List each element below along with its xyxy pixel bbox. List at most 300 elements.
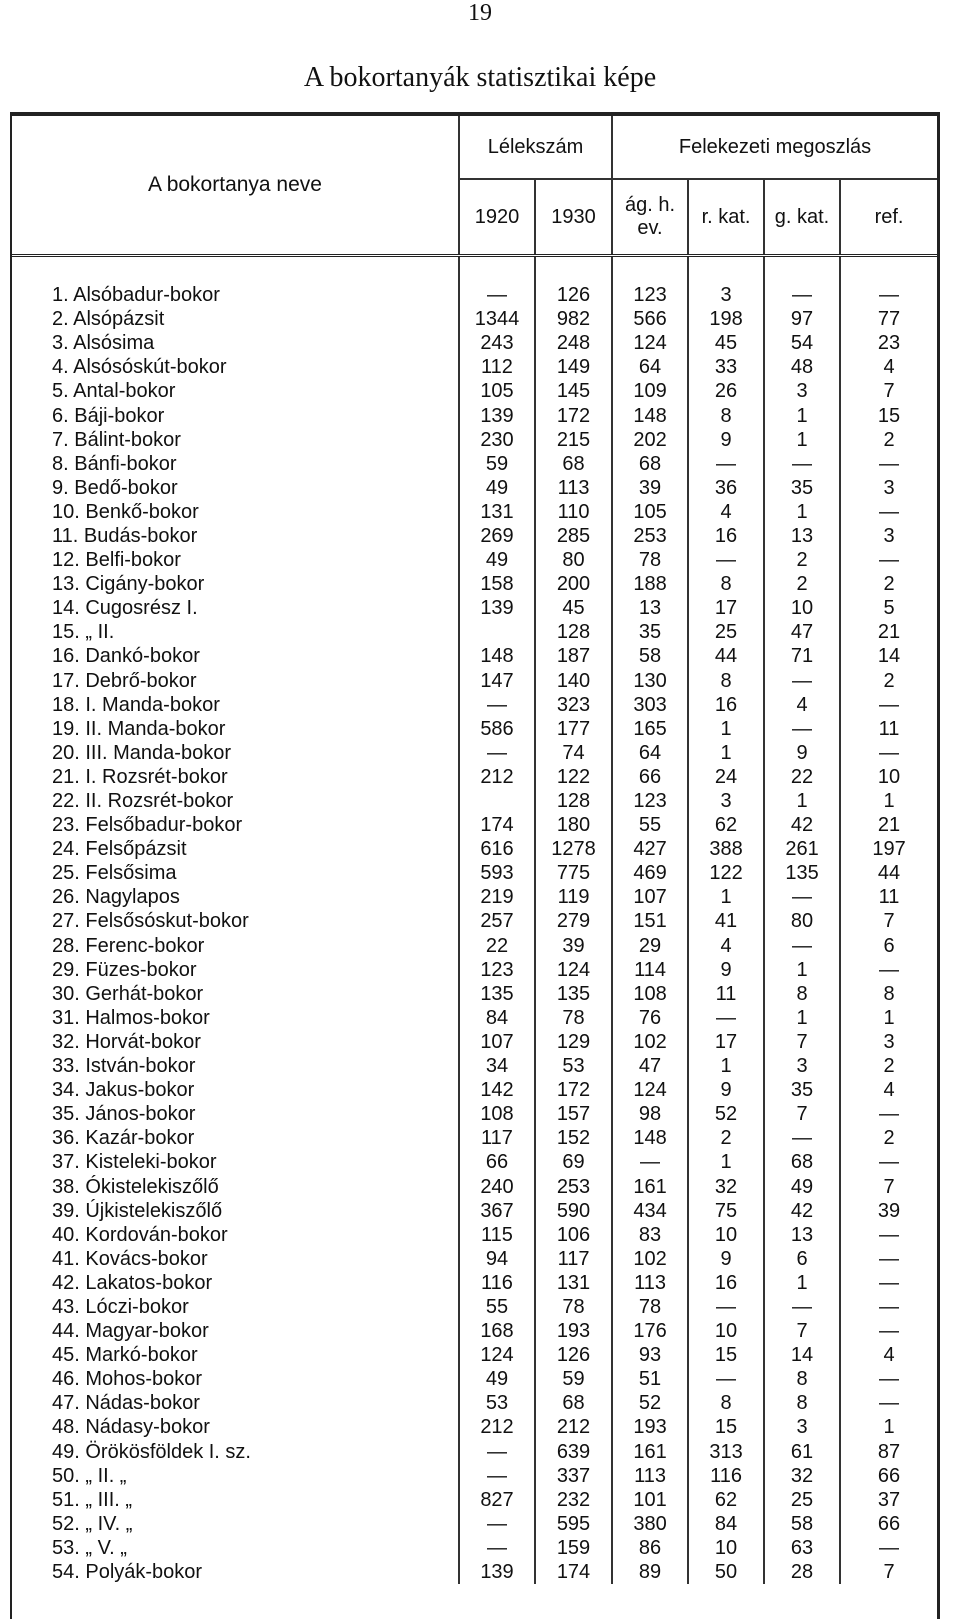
cell-ref: 11 — [840, 885, 937, 909]
cell-pop-1920: — — [459, 741, 535, 765]
cell-g-kat: 49 — [764, 1174, 840, 1198]
cell-g-kat: — — [764, 1295, 840, 1319]
cell-name: 9. Bedő-bokor — [52, 476, 178, 499]
cell-ag-h-ev: 64 — [612, 355, 688, 379]
cell-ag-h-ev: 109 — [612, 379, 688, 403]
cell-name: 1. Alsóbadur-bokor — [52, 284, 220, 307]
cell-r-kat: 10 — [688, 1319, 764, 1343]
cell-pop-1920: 131 — [459, 500, 535, 524]
cell-ref: 8 — [840, 982, 937, 1006]
cell-name: 29. Füzes-bokor — [52, 958, 197, 981]
header-ref: ref. — [840, 179, 937, 256]
cell-g-kat: 25 — [764, 1488, 840, 1512]
cell-g-kat: 13 — [764, 524, 840, 548]
cell-r-kat: 16 — [688, 693, 764, 717]
cell-pop-1920 — [459, 789, 535, 813]
cell-g-kat: 2 — [764, 548, 840, 572]
cell-pop-1930: 126 — [535, 256, 612, 308]
cell-ag-h-ev: 148 — [612, 1126, 688, 1150]
cell-ag-h-ev: 108 — [612, 982, 688, 1006]
cell-r-kat: 62 — [688, 1488, 764, 1512]
cell-ref: 5 — [840, 596, 937, 620]
cell-r-kat: 10 — [688, 1223, 764, 1247]
cell-ref: 1 — [840, 1415, 937, 1439]
cell-g-kat: 97 — [764, 307, 840, 331]
cell-pop-1930: 68 — [535, 1391, 612, 1415]
cell-pop-1920: 66 — [459, 1150, 535, 1174]
cell-pop-1920: 107 — [459, 1030, 535, 1054]
cell-g-kat: 8 — [764, 1391, 840, 1415]
cell-name: 14. Cugosrész I. — [52, 597, 198, 620]
cell-r-kat: 4 — [688, 500, 764, 524]
table-row — [12, 355, 937, 379]
cell-pop-1930: 193 — [535, 1319, 612, 1343]
cell-r-kat: 9 — [688, 958, 764, 982]
cell-name: 7. Bálint-bokor — [52, 428, 181, 451]
cell-ag-h-ev: 176 — [612, 1319, 688, 1343]
cell-name: 24. Felsőpázsit — [52, 838, 187, 861]
header-g-kat: g. kat. — [764, 179, 840, 256]
table-row — [12, 476, 937, 500]
cell-pop-1930: 215 — [535, 428, 612, 452]
cell-ag-h-ev: 124 — [612, 1078, 688, 1102]
cell-name: 39. Újkistelekiszőlő — [52, 1199, 223, 1222]
cell-pop-1920: — — [459, 1440, 535, 1464]
cell-pop-1930: 212 — [535, 1415, 612, 1439]
cell-name: 20. III. Manda-bokor — [52, 741, 231, 764]
cell-g-kat: 42 — [764, 1199, 840, 1223]
header-1930: 1930 — [535, 179, 612, 256]
cell-ref: 1 — [840, 1006, 937, 1030]
cell-name: 41. Kovács-bokor — [52, 1247, 208, 1270]
cell-ref: 4 — [840, 1078, 937, 1102]
cell-pop-1920: 142 — [459, 1078, 535, 1102]
cell-pop-1930: 110 — [535, 500, 612, 524]
cell-ag-h-ev: 66 — [612, 765, 688, 789]
cell-ag-h-ev: 101 — [612, 1488, 688, 1512]
cell-r-kat: 116 — [688, 1464, 764, 1488]
cell-ref: 4 — [840, 355, 937, 379]
cell-pop-1930: 113 — [535, 476, 612, 500]
cell-pop-1920: 108 — [459, 1102, 535, 1126]
cell-r-kat: 36 — [688, 476, 764, 500]
cell-r-kat: 24 — [688, 765, 764, 789]
cell-pop-1930: 177 — [535, 717, 612, 741]
cell-ag-h-ev: 39 — [612, 476, 688, 500]
cell-g-kat: — — [764, 452, 840, 476]
cell-pop-1930: 149 — [535, 355, 612, 379]
cell-pop-1920: 616 — [459, 837, 535, 861]
cell-ag-h-ev: 113 — [612, 1464, 688, 1488]
cell-r-kat: 1 — [688, 1150, 764, 1174]
cell-pop-1920: 115 — [459, 1223, 535, 1247]
page-number: 19 — [468, 0, 492, 26]
cell-name: 42. Lakatos-bokor — [52, 1271, 213, 1294]
header-r-kat: r. kat. — [688, 179, 764, 256]
cell-pop-1930: 595 — [535, 1512, 612, 1536]
cell-r-kat: 8 — [688, 1391, 764, 1415]
cell-g-kat: — — [764, 934, 840, 958]
cell-pop-1930: 775 — [535, 861, 612, 885]
cell-ag-h-ev: 114 — [612, 958, 688, 982]
cell-pop-1930: 129 — [535, 1030, 612, 1054]
cell-ag-h-ev: 89 — [612, 1560, 688, 1584]
cell-ag-h-ev: 107 — [612, 885, 688, 909]
cell-pop-1930: 982 — [535, 307, 612, 331]
cell-ref: 4 — [840, 1343, 937, 1367]
table-row — [12, 693, 937, 717]
cell-ag-h-ev: 102 — [612, 1030, 688, 1054]
cell-name: 22. II. Rozsrét-bokor — [52, 790, 234, 813]
cell-ag-h-ev: 93 — [612, 1343, 688, 1367]
cell-r-kat: 313 — [688, 1440, 764, 1464]
cell-pop-1920: 586 — [459, 717, 535, 741]
cell-name: 31. Halmos-bokor — [52, 1006, 210, 1029]
cell-pop-1930: 172 — [535, 403, 612, 427]
table-row — [12, 596, 937, 620]
cell-r-kat: 1 — [688, 885, 764, 909]
cell-ag-h-ev: 165 — [612, 717, 688, 741]
table-row — [12, 500, 937, 524]
table-row — [12, 1247, 937, 1271]
cell-ref: — — [840, 1295, 937, 1319]
cell-pop-1920: 94 — [459, 1247, 535, 1271]
cell-name: 40. Kordován-bokor — [52, 1223, 228, 1246]
cell-g-kat: 4 — [764, 693, 840, 717]
cell-ag-h-ev: 13 — [612, 596, 688, 620]
table-row — [12, 1560, 937, 1584]
cell-pop-1930: 145 — [535, 379, 612, 403]
cell-r-kat: 26 — [688, 379, 764, 403]
cell-pop-1930: 53 — [535, 1054, 612, 1078]
cell-g-kat: 3 — [764, 379, 840, 403]
cell-ref: 21 — [840, 813, 937, 837]
cell-pop-1920: — — [459, 1512, 535, 1536]
cell-r-kat: 84 — [688, 1512, 764, 1536]
cell-r-kat: 11 — [688, 982, 764, 1006]
table-row — [12, 934, 937, 958]
cell-ref: — — [840, 1271, 937, 1295]
table-row — [12, 1440, 937, 1464]
cell-pop-1920: 243 — [459, 331, 535, 355]
table-row — [12, 620, 937, 644]
table-row — [12, 256, 937, 308]
cell-name: 4. Alsósóskút-bokor — [52, 356, 227, 379]
cell-r-kat: 33 — [688, 355, 764, 379]
cell-r-kat: 8 — [688, 572, 764, 596]
cell-name: 17. Debrő-bokor — [52, 669, 197, 692]
cell-ag-h-ev: — — [612, 1150, 688, 1174]
cell-ag-h-ev: 253 — [612, 524, 688, 548]
cell-pop-1930: 157 — [535, 1102, 612, 1126]
cell-g-kat: 28 — [764, 1560, 840, 1584]
cell-r-kat: — — [688, 1367, 764, 1391]
table-row — [12, 789, 937, 813]
cell-g-kat: 68 — [764, 1150, 840, 1174]
cell-pop-1920: 147 — [459, 669, 535, 693]
table-row — [12, 1488, 937, 1512]
cell-ag-h-ev: 148 — [612, 403, 688, 427]
cell-pop-1920: 22 — [459, 934, 535, 958]
cell-r-kat: 9 — [688, 1078, 764, 1102]
bokortanya-statistics-table — [12, 116, 937, 1584]
cell-ref: 7 — [840, 1560, 937, 1584]
cell-g-kat: 1 — [764, 789, 840, 813]
table-row — [12, 837, 937, 861]
cell-ag-h-ev: 47 — [612, 1054, 688, 1078]
cell-ref: 21 — [840, 620, 937, 644]
cell-ref: 1 — [840, 789, 937, 813]
cell-pop-1930: 285 — [535, 524, 612, 548]
cell-pop-1930: 39 — [535, 934, 612, 958]
cell-r-kat: 388 — [688, 837, 764, 861]
cell-pop-1930: 119 — [535, 885, 612, 909]
cell-ag-h-ev: 151 — [612, 909, 688, 933]
table-row — [12, 1391, 937, 1415]
cell-ag-h-ev: 202 — [612, 428, 688, 452]
cell-pop-1930: 80 — [535, 548, 612, 572]
cell-r-kat: 8 — [688, 669, 764, 693]
cell-pop-1930: 69 — [535, 1150, 612, 1174]
cell-name: 48. Nádasy-bokor — [52, 1416, 210, 1439]
cell-r-kat: 16 — [688, 1271, 764, 1295]
cell-ref: 2 — [840, 1126, 937, 1150]
cell-r-kat: 4 — [688, 934, 764, 958]
table-row — [12, 1102, 937, 1126]
cell-pop-1930: 45 — [535, 596, 612, 620]
cell-name: 28. Ferenc-bokor — [52, 934, 205, 957]
cell-ag-h-ev: 78 — [612, 548, 688, 572]
header-name: A bokortanya neve — [148, 173, 322, 196]
cell-ag-h-ev: 434 — [612, 1199, 688, 1223]
cell-r-kat: 1 — [688, 1054, 764, 1078]
cell-pop-1920: 49 — [459, 1367, 535, 1391]
cell-g-kat: 71 — [764, 644, 840, 668]
cell-g-kat: 1 — [764, 1271, 840, 1295]
cell-pop-1920: 219 — [459, 885, 535, 909]
cell-g-kat: 8 — [764, 1367, 840, 1391]
cell-g-kat: 7 — [764, 1102, 840, 1126]
table-row — [12, 1030, 937, 1054]
cell-name: 13. Cigány-bokor — [52, 573, 205, 596]
cell-r-kat: — — [688, 452, 764, 476]
cell-r-kat: 1 — [688, 741, 764, 765]
cell-g-kat: 8 — [764, 982, 840, 1006]
header-ag-h-ev: ág. h. ev. — [612, 179, 688, 256]
cell-ref: — — [840, 1319, 937, 1343]
cell-r-kat: 52 — [688, 1102, 764, 1126]
cell-ref: 87 — [840, 1440, 937, 1464]
cell-pop-1920: 212 — [459, 1415, 535, 1439]
cell-ref: 66 — [840, 1464, 937, 1488]
cell-pop-1930: 131 — [535, 1271, 612, 1295]
cell-ag-h-ev: 380 — [612, 1512, 688, 1536]
table-row — [12, 1367, 937, 1391]
cell-r-kat: — — [688, 1295, 764, 1319]
table-row — [12, 1174, 937, 1198]
cell-ag-h-ev: 86 — [612, 1536, 688, 1560]
cell-name: 33. István-bokor — [52, 1055, 196, 1078]
table-row — [12, 403, 937, 427]
cell-g-kat: 61 — [764, 1440, 840, 1464]
cell-g-kat: 14 — [764, 1343, 840, 1367]
cell-pop-1930: 117 — [535, 1247, 612, 1271]
cell-name: 11. Budás-bokor — [52, 524, 198, 547]
cell-name: 12. Belfi-bokor — [52, 549, 181, 572]
cell-pop-1920: 593 — [459, 861, 535, 885]
table-row — [12, 1078, 937, 1102]
table-row — [12, 1199, 937, 1223]
cell-g-kat: 6 — [764, 1247, 840, 1271]
cell-ref: — — [840, 1367, 937, 1391]
cell-pop-1920: — — [459, 693, 535, 717]
cell-pop-1930: 187 — [535, 644, 612, 668]
table-row — [12, 452, 937, 476]
cell-ag-h-ev: 55 — [612, 813, 688, 837]
cell-g-kat: 13 — [764, 1223, 840, 1247]
table-row — [12, 524, 937, 548]
cell-ag-h-ev: 98 — [612, 1102, 688, 1126]
cell-r-kat: 15 — [688, 1415, 764, 1439]
cell-pop-1930: 337 — [535, 1464, 612, 1488]
cell-ref: — — [840, 1223, 937, 1247]
table-row — [12, 1126, 937, 1150]
cell-name: 50. „ II. „ — [52, 1464, 127, 1487]
cell-r-kat: 9 — [688, 428, 764, 452]
table-row — [12, 1150, 937, 1174]
cell-r-kat: 75 — [688, 1199, 764, 1223]
cell-pop-1920: 367 — [459, 1199, 535, 1223]
cell-pop-1930: 232 — [535, 1488, 612, 1512]
cell-pop-1920: — — [459, 1464, 535, 1488]
cell-ref: 3 — [840, 524, 937, 548]
table-row — [12, 548, 937, 572]
cell-ref: 11 — [840, 717, 937, 741]
cell-name: 52. „ IV. „ — [52, 1512, 133, 1535]
cell-pop-1920: 827 — [459, 1488, 535, 1512]
cell-ref: — — [840, 1391, 937, 1415]
cell-g-kat: — — [764, 885, 840, 909]
cell-g-kat: 9 — [764, 741, 840, 765]
cell-g-kat: 80 — [764, 909, 840, 933]
cell-pop-1920: 1344 — [459, 307, 535, 331]
cell-r-kat: 44 — [688, 644, 764, 668]
cell-g-kat: 35 — [764, 476, 840, 500]
cell-ref: — — [840, 1536, 937, 1560]
cell-ag-h-ev: 193 — [612, 1415, 688, 1439]
cell-pop-1930: 59 — [535, 1367, 612, 1391]
cell-name: 35. János-bokor — [52, 1103, 196, 1126]
cell-g-kat: 58 — [764, 1512, 840, 1536]
table-body — [12, 256, 937, 1585]
cell-ref: 39 — [840, 1199, 937, 1223]
cell-pop-1920: — — [459, 1536, 535, 1560]
cell-name: 3. Alsósima — [52, 332, 155, 355]
cell-pop-1920: 84 — [459, 1006, 535, 1030]
cell-g-kat: 1 — [764, 428, 840, 452]
cell-ref: 15 — [840, 403, 937, 427]
cell-r-kat: 122 — [688, 861, 764, 885]
cell-g-kat: 32 — [764, 1464, 840, 1488]
table-row — [12, 765, 937, 789]
cell-pop-1920: 49 — [459, 476, 535, 500]
cell-ref: 2 — [840, 1054, 937, 1078]
cell-name: 19. II. Manda-bokor — [52, 717, 226, 740]
cell-ref: — — [840, 1150, 937, 1174]
cell-ag-h-ev: 188 — [612, 572, 688, 596]
cell-g-kat: 10 — [764, 596, 840, 620]
cell-r-kat: 1 — [688, 717, 764, 741]
cell-g-kat: 22 — [764, 765, 840, 789]
cell-pop-1920: 212 — [459, 765, 535, 789]
cell-ref: 3 — [840, 1030, 937, 1054]
cell-ag-h-ev: 427 — [612, 837, 688, 861]
header-population: Lélekszám — [459, 116, 612, 179]
cell-r-kat: 8 — [688, 403, 764, 427]
cell-ref: — — [840, 256, 937, 308]
cell-pop-1930: 135 — [535, 982, 612, 1006]
cell-r-kat: 62 — [688, 813, 764, 837]
cell-pop-1920: 34 — [459, 1054, 535, 1078]
cell-ref: — — [840, 548, 937, 572]
cell-name: 23. Felsőbadur-bokor — [52, 814, 243, 837]
cell-name: 46. Mohos-bokor — [52, 1368, 203, 1391]
cell-pop-1920: 168 — [459, 1319, 535, 1343]
cell-ref: 3 — [840, 476, 937, 500]
table-row — [12, 1415, 937, 1439]
table-row — [12, 644, 937, 668]
cell-ref: — — [840, 741, 937, 765]
cell-ref: — — [840, 1247, 937, 1271]
cell-g-kat: 7 — [764, 1030, 840, 1054]
cell-pop-1930: 159 — [535, 1536, 612, 1560]
cell-pop-1930: 78 — [535, 1295, 612, 1319]
cell-r-kat: 17 — [688, 596, 764, 620]
cell-ag-h-ev: 161 — [612, 1440, 688, 1464]
cell-pop-1930: 140 — [535, 669, 612, 693]
cell-pop-1920: 139 — [459, 596, 535, 620]
cell-pop-1920: 240 — [459, 1174, 535, 1198]
table-row — [12, 909, 937, 933]
cell-name: 43. Lóczi-bokor — [52, 1295, 189, 1318]
cell-pop-1920: 174 — [459, 813, 535, 837]
table-row — [12, 1271, 937, 1295]
cell-ref: 37 — [840, 1488, 937, 1512]
cell-ag-h-ev: 51 — [612, 1367, 688, 1391]
cell-ref: — — [840, 1102, 937, 1126]
cell-name: 15. „ II. — [52, 621, 115, 644]
cell-g-kat: 1 — [764, 403, 840, 427]
table-row — [12, 982, 937, 1006]
cell-r-kat: 17 — [688, 1030, 764, 1054]
table-row — [12, 572, 937, 596]
cell-name: 34. Jakus-bokor — [52, 1079, 195, 1102]
cell-ag-h-ev: 29 — [612, 934, 688, 958]
cell-name: 54. Polyák-bokor — [52, 1561, 203, 1584]
cell-pop-1920: 269 — [459, 524, 535, 548]
cell-r-kat: — — [688, 548, 764, 572]
cell-g-kat: — — [764, 256, 840, 308]
table-row — [12, 669, 937, 693]
cell-g-kat: 261 — [764, 837, 840, 861]
table-row — [12, 813, 937, 837]
cell-ag-h-ev: 303 — [612, 693, 688, 717]
cell-pop-1920: 49 — [459, 548, 535, 572]
cell-pop-1930: 124 — [535, 958, 612, 982]
cell-pop-1920: 139 — [459, 1560, 535, 1584]
cell-name: 26. Nagylapos — [52, 886, 180, 909]
cell-ref: 10 — [840, 765, 937, 789]
